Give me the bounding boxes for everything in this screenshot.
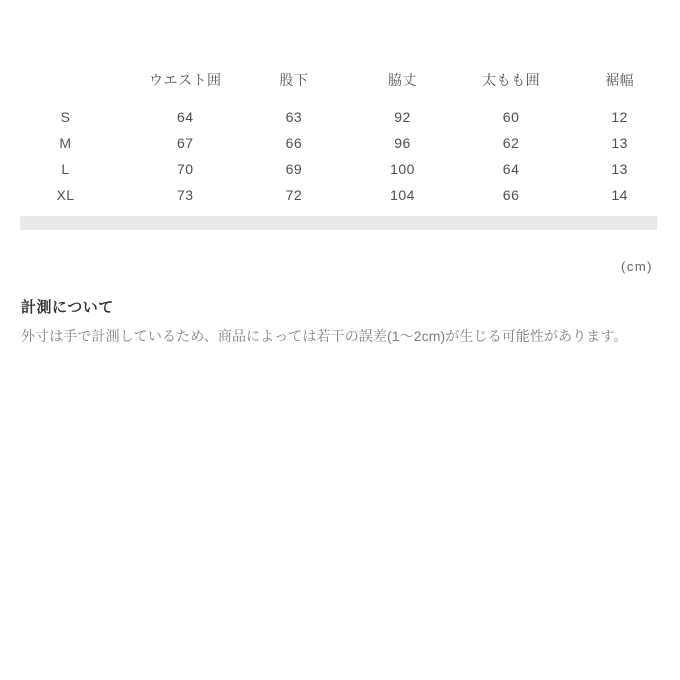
size-label: XL <box>56 187 75 203</box>
column-header-thigh: 太もも囲 <box>482 72 541 88</box>
table-cell: 63 <box>285 109 303 125</box>
table-cell: 72 <box>285 187 303 203</box>
table-cell: 69 <box>285 161 303 177</box>
table-cell: 60 <box>502 109 520 125</box>
column-header-hem-width: 裾幅 <box>605 72 635 88</box>
size-table-header-row <box>20 72 674 88</box>
table-row-l <box>20 156 674 182</box>
column-header-side-length: 脇丈 <box>387 72 417 88</box>
table-cell: 66 <box>285 135 303 151</box>
notes-body-text: 外寸は手で計測しているため、商品によっては若干の誤差(1〜2cm)が生じる可能性があります。 <box>21 328 628 344</box>
table-cell: 64 <box>177 109 194 125</box>
table-corner-cell <box>20 72 131 88</box>
table-cell: 66 <box>502 187 520 203</box>
notes-heading: 計測について <box>21 299 114 316</box>
table-row-xl <box>20 182 674 208</box>
table-cell: 100 <box>390 161 415 177</box>
table-cell: 73 <box>177 187 194 203</box>
table-cell: 67 <box>177 135 194 151</box>
table-cell: 92 <box>394 109 411 125</box>
table-cell: 64 <box>502 161 520 177</box>
table-row-s <box>20 104 674 130</box>
column-header-waist: ウエスト囲 <box>149 72 222 88</box>
measurement-notes-section <box>21 296 666 346</box>
table-cell: 62 <box>502 135 520 151</box>
size-label: S <box>60 109 71 125</box>
column-header-inseam: 股下 <box>279 72 309 88</box>
size-table <box>20 72 674 275</box>
table-cell: 13 <box>611 161 628 177</box>
size-label: M <box>59 135 72 151</box>
table-row-m <box>20 130 674 156</box>
table-cell: 70 <box>177 161 194 177</box>
table-divider-bar <box>20 216 657 230</box>
unit-note: (cm) <box>621 259 653 274</box>
table-cell: 13 <box>611 135 628 151</box>
table-cell: 104 <box>390 187 415 203</box>
size-label: L <box>61 161 70 177</box>
table-cell: 96 <box>394 135 411 151</box>
table-cell: 12 <box>611 109 628 125</box>
table-cell: 14 <box>611 187 628 203</box>
